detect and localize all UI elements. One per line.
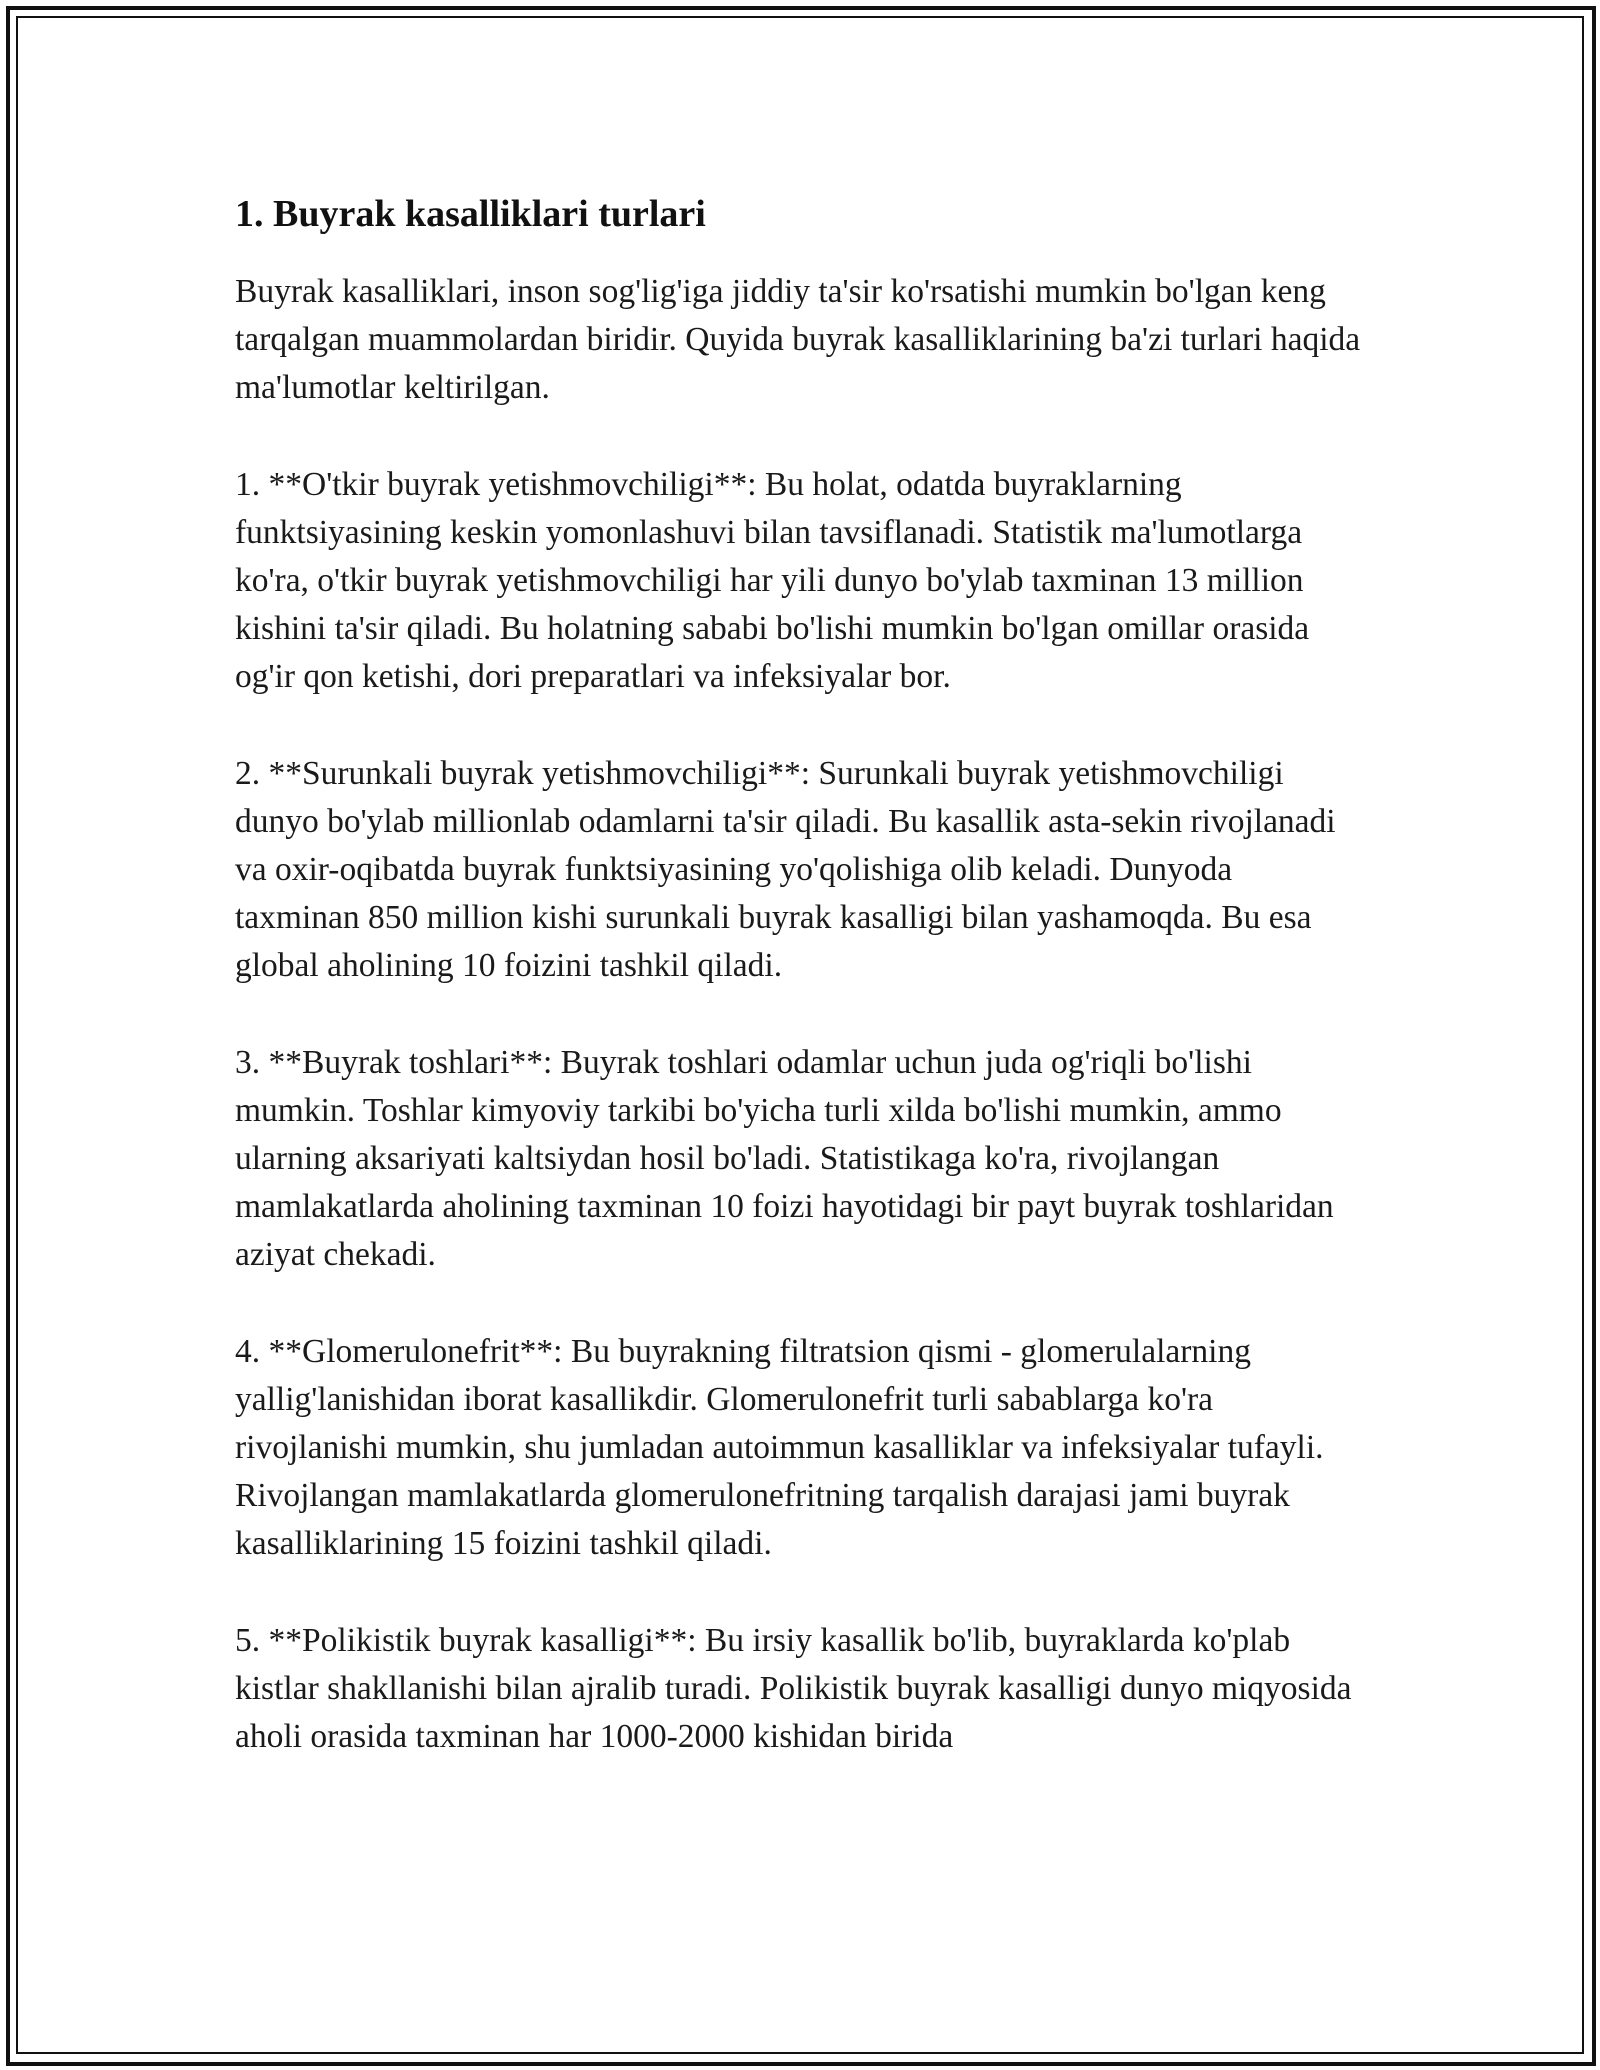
section-heading: 1. Buyrak kasalliklari turlari	[235, 193, 706, 235]
list-item-glomerulonephritis: 4. **Glomerulonefrit**: Bu buyrakning filtratsion qismi - glomerulalarning yallig'lanishidan iborat kasallikdir. Glomerulonefrit turli sabablarga ko'ra rivojlanishi mumkin, shu jumladan autoimmun kasalliklar va infeksiyalar tufayli. Rivojlangan mamlakatlarda glomerulonefritning tarqalish darajasi jami buyrak kasalliklarining 15 foizini tashkil qiladi.	[235, 1332, 1324, 1563]
list-item-polycystic-kidney-disease: 5. **Polikistik buyrak kasalligi**: Bu irsiy kasallik bo'lib, buyraklarda ko'plab kistlar shakllanishi bilan ajralib turadi. Polikistik buyrak kasalligi dunyo miqyosida aholi orasida taxminan har 1000-2000 kishidan birida	[235, 1621, 1352, 1756]
document-body	[235, 188, 1365, 1809]
list-item-chronic-kidney-failure: 2. **Surunkali buyrak yetishmovchiligi**: Surunkali buyrak yetishmovchiligi dunyo bo'ylab millionlab odamlarni ta'sir qiladi. Bu kasallik asta-sekin rivojlanadi va oxir-oqibatda buyrak funktsiyasining yo'qolishiga olib keladi. Dunyoda taxminan 850 million kishi surunkali buyrak kasalligi bilan yashamoqda. Bu esa global aholining 10 foizini tashkil qiladi.	[235, 754, 1336, 985]
intro-paragraph: Buyrak kasalliklari, inson sog'lig'iga jiddiy ta'sir ko'rsatishi mumkin bo'lgan keng tarqalgan muammolardan biridir. Quyida buyrak kasalliklarining ba'zi turlari haqida ma'lumotlar keltirilgan.	[235, 273, 1361, 407]
list-item-acute-kidney-failure: 1. **O'tkir buyrak yetishmovchiligi**: Bu holat, odatda buyraklarning funktsiyasining keskin yomonlashuvi bilan tavsiflanadi. Statistik ma'lumotlarga ko'ra, o'tkir buyrak yetishmovchiligi har yili dunyo bo'ylab taxminan 13 million kishini ta'sir qiladi. Bu holatning sababi bo'lishi mumkin bo'lgan omillar orasida og'ir qon ketishi, dori preparatlari va infeksiyalar bor.	[235, 465, 1310, 696]
list-item-kidney-stones: 3. **Buyrak toshlari**: Buyrak toshlari odamlar uchun juda og'riqli bo'lishi mumkin. Toshlar kimyoviy tarkibi bo'yicha turli xilda bo'lishi mumkin, ammo ularning aksariyati kaltsiydan hosil bo'ladi. Statistikaga ko'ra, rivojlangan mamlakatlarda aholining taxminan 10 foizi hayotidagi bir payt buyrak toshlaridan aziyat chekadi.	[235, 1043, 1334, 1274]
